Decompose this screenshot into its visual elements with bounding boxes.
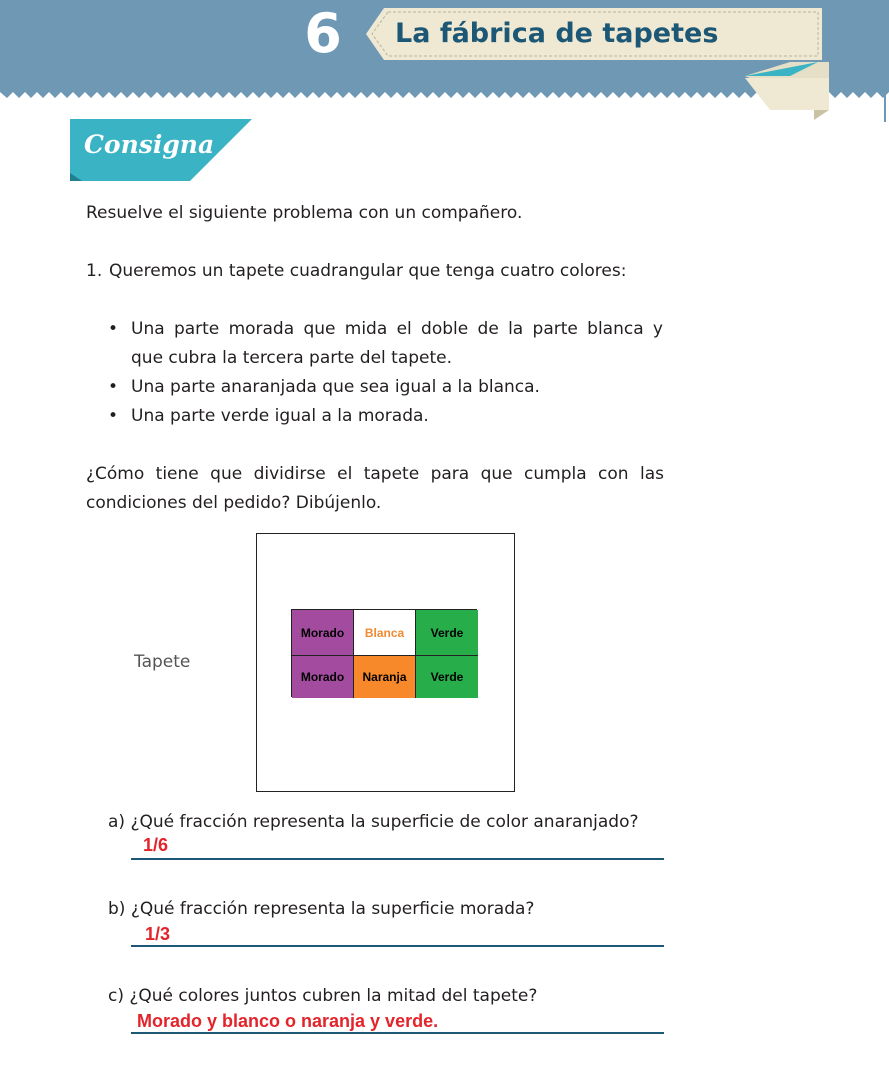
answer-b[interactable]: 1/3 [145, 924, 171, 944]
bullet-item-3: Una parte verde igual a la morada. [131, 406, 429, 426]
tapete-cell: Verde [416, 610, 478, 656]
problem-number: 1. [86, 261, 103, 281]
bullet-dot: • [108, 319, 119, 339]
tapete-cell: Morado [292, 610, 354, 656]
tapete-grid [291, 609, 477, 697]
tapete-cell: Blanca [354, 610, 416, 656]
bullet-item-2: Una parte anaranjada que sea igual a la blanca. [131, 377, 540, 397]
instructions-text: Resuelve el siguiente problema con un compañero. [86, 203, 523, 223]
tapete-cell: Naranja [354, 656, 416, 698]
problem-question-line-2: condiciones del pedido? Dibújenlo. [86, 493, 382, 513]
bullet-item-1-cont: que cubra la tercera parte del tapete. [131, 348, 453, 368]
answer-line-b [131, 945, 664, 947]
tapete-cell: Verde [416, 656, 478, 698]
answer-c[interactable]: Morado y blanco o naranja y verde. [137, 1011, 439, 1031]
answer-line-c [131, 1032, 664, 1034]
page-title: La fábrica de tapetes [395, 18, 719, 49]
answer-a[interactable]: 1/6 [143, 835, 169, 855]
bullet-dot: • [108, 377, 119, 397]
question-a: a) ¿Qué fracción representa la superficie de color anaranjado? [108, 812, 639, 832]
tapete-label: Tapete [134, 652, 191, 672]
consigna-label: Consigna [84, 130, 215, 159]
problem-text: Queremos un tapete cuadrangular que tenga cuatro colores: [109, 261, 627, 281]
problem-question-line-1: ¿Cómo tiene que dividirse el tapete para que cumpla con las [86, 464, 664, 484]
tapete-cell: Morado [292, 656, 354, 698]
lesson-number: 6 [304, 2, 342, 65]
bullet-dot: • [108, 406, 119, 426]
question-c: c) ¿Qué colores juntos cubren la mitad del tapete? [108, 986, 538, 1006]
bullet-item-1: Una parte morada que mida el doble de la parte blanca y [131, 319, 663, 339]
answer-line-a [131, 858, 664, 860]
question-b: b) ¿Qué fracción representa la superficie morada? [108, 899, 535, 919]
